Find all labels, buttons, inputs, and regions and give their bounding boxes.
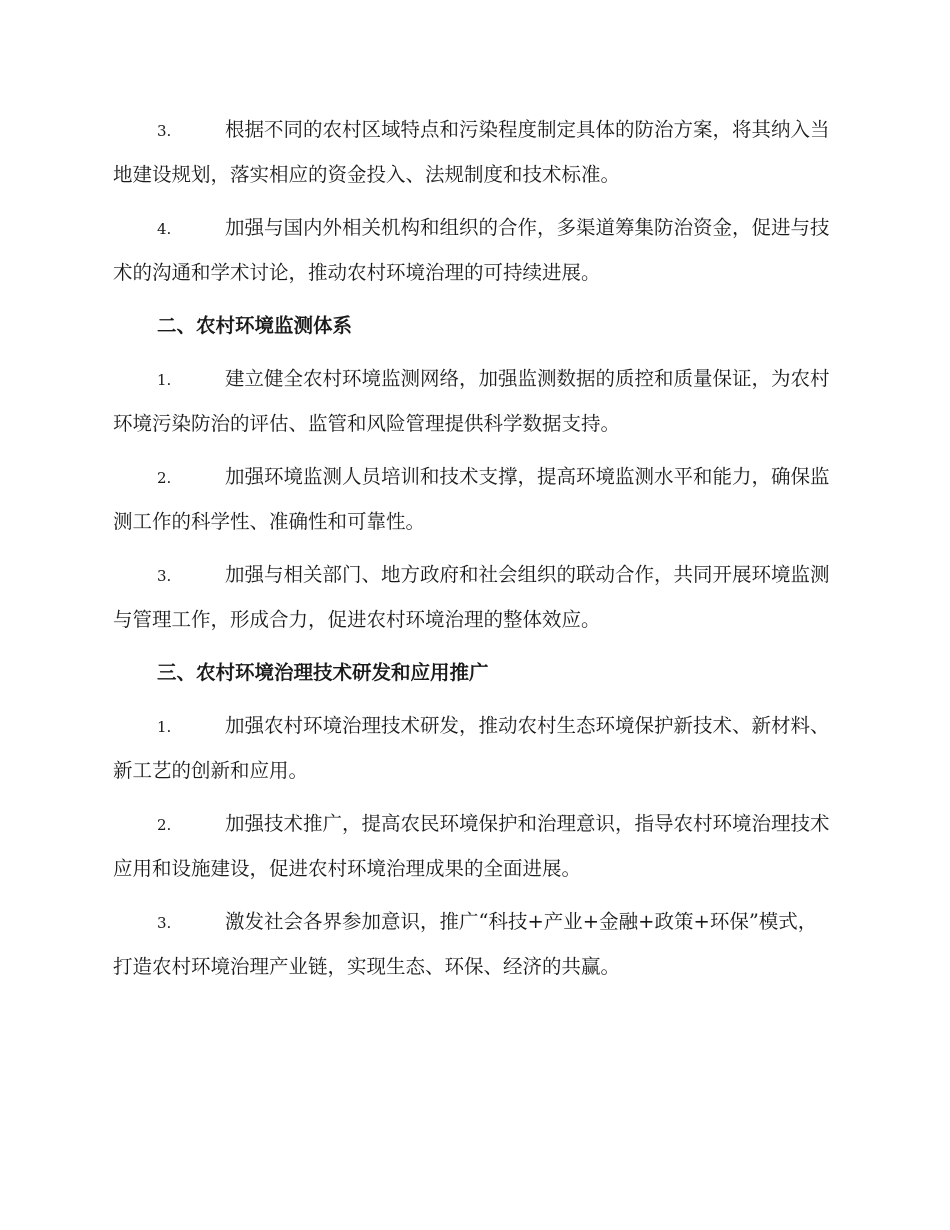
item-number: 2.	[157, 469, 172, 487]
section-heading: 二、农村环境监测体系	[157, 314, 353, 337]
list-item	[113, 553, 835, 641]
list-item	[113, 900, 835, 988]
item-number: 2.	[157, 816, 172, 834]
list-item	[113, 108, 835, 196]
list-item	[113, 802, 835, 890]
item-number: 3.	[157, 122, 172, 140]
list-item	[113, 206, 835, 294]
item-text: 加强技术推广，提高农民环境保护和治理意识，指导农村环境治理技术应用和设施建设，促进农村环境治理成果的全面进展。	[113, 812, 830, 880]
item-number: 3.	[157, 567, 172, 585]
list-item	[113, 357, 835, 445]
item-text: 激发社会各界参加意识，推广“科技+产业+金融+政策+环保”模式，打造农村环境治理产业链，实现生态、环保、经济的共赢。	[113, 910, 818, 978]
section-heading: 三、农村环境治理技术研发和应用推广	[157, 661, 489, 684]
item-text: 加强农村环境治理技术研发，推动农村生态环境保护新技术、新材料、新工艺的创新和应用。	[113, 714, 830, 782]
list-item	[113, 704, 835, 792]
list-item	[113, 455, 835, 543]
document-page	[113, 108, 835, 998]
item-number: 4.	[157, 220, 172, 238]
item-number: 3.	[157, 914, 172, 932]
item-text: 建立健全农村环境监测网络，加强监测数据的质控和质量保证，为农村环境污染防治的评估、监管和风险管理提供科学数据支持。	[113, 367, 830, 435]
item-text: 根据不同的农村区域特点和污染程度制定具体的防治方案，将其纳入当地建设规划，落实相应的资金投入、法规制度和技术标准。	[113, 118, 830, 186]
item-text: 加强与国内外相关机构和组织的合作，多渠道筹集防治资金，促进与技术的沟通和学术讨论，推动农村环境治理的可持续进展。	[113, 216, 830, 284]
item-text: 加强与相关部门、地方政府和社会组织的联动合作，共同开展环境监测与管理工作，形成合力，促进农村环境治理的整体效应。	[113, 563, 830, 631]
item-number: 1.	[157, 371, 172, 389]
item-number: 1.	[157, 718, 172, 736]
item-text: 加强环境监测人员培训和技术支撑，提高环境监测水平和能力，确保监测工作的科学性、准确性和可靠性。	[113, 465, 830, 533]
